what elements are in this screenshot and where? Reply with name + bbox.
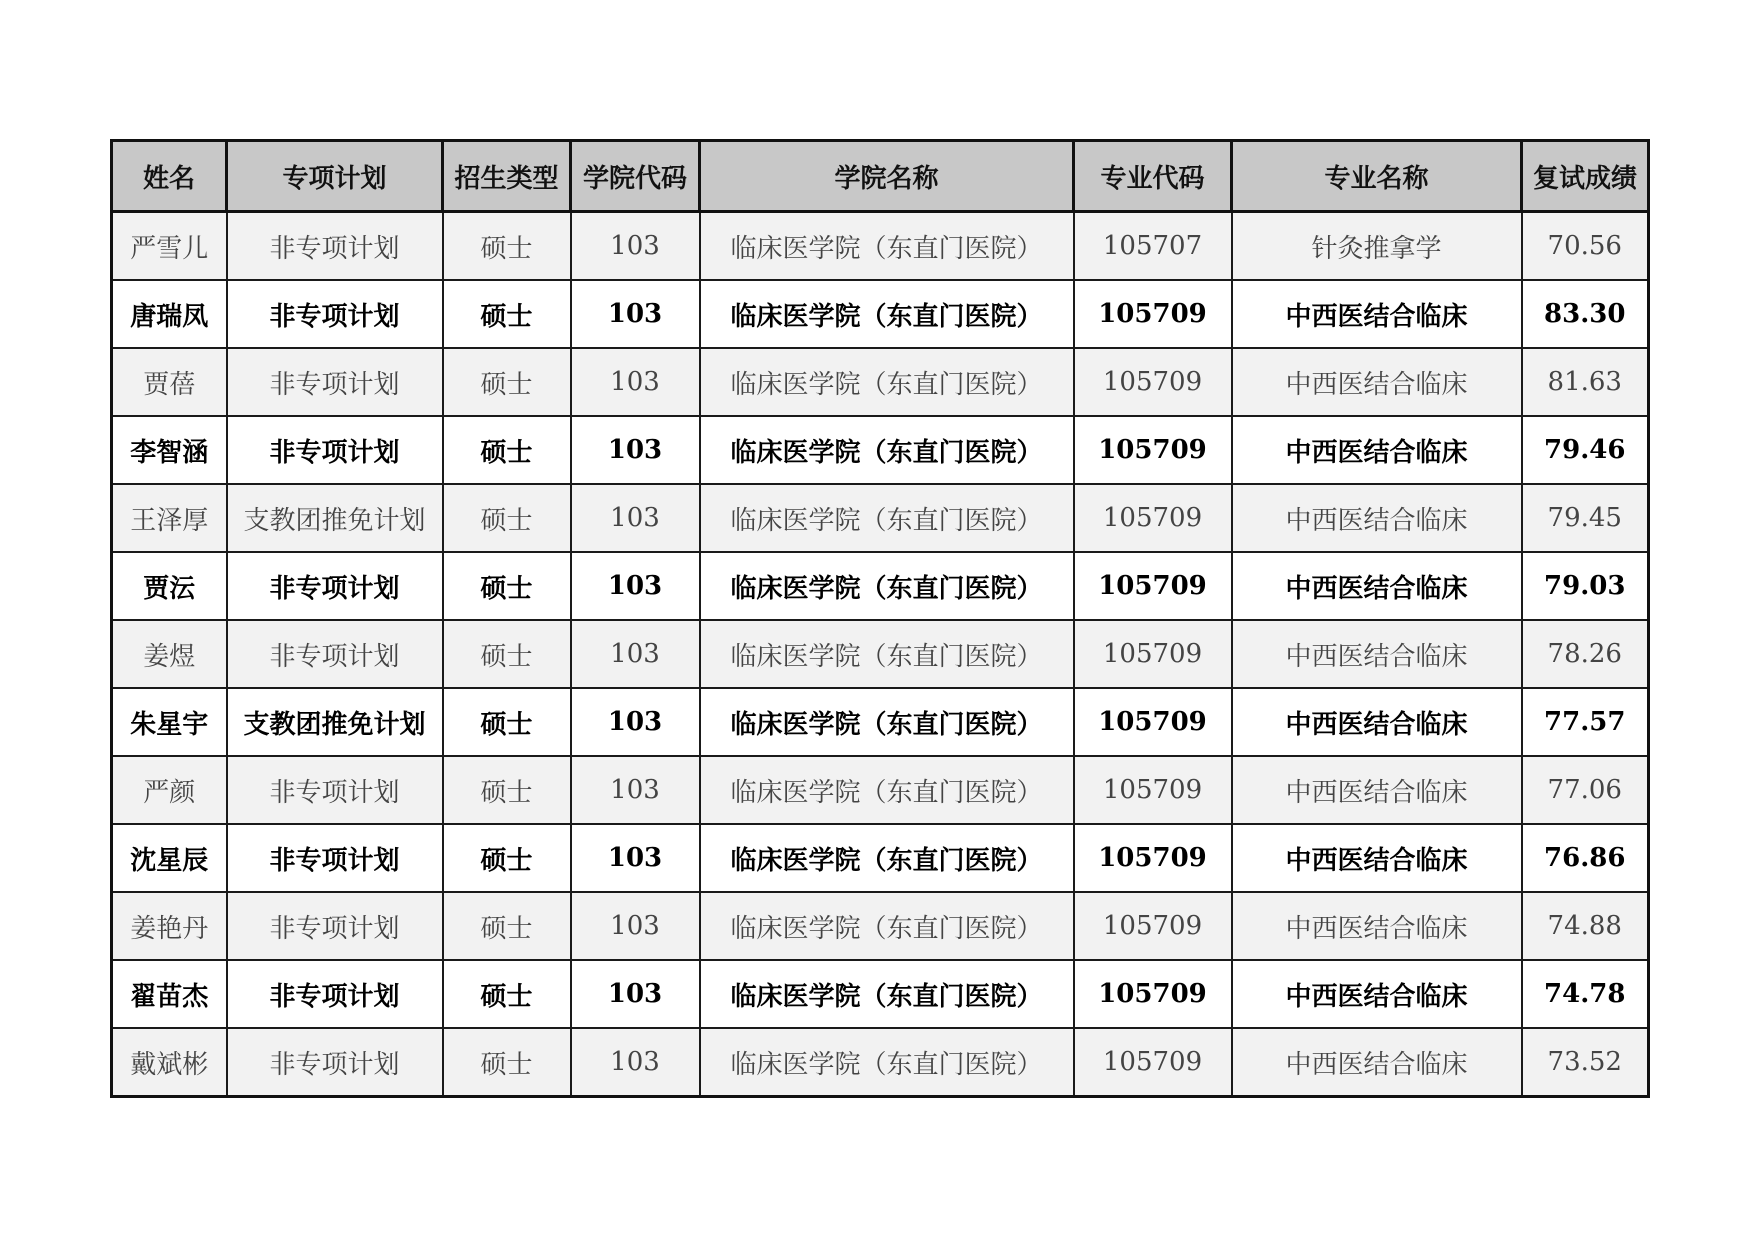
cell-retest-score: 78.26 <box>1522 620 1649 688</box>
cell-major-code: 105709 <box>1074 484 1232 552</box>
table-row <box>112 960 1649 1028</box>
cell-major-code: 105709 <box>1074 756 1232 824</box>
table-row <box>112 552 1649 620</box>
cell-major-code: 105709 <box>1074 348 1232 416</box>
cell-name: 严雪儿 <box>112 212 227 281</box>
cell-name: 贾沄 <box>112 552 227 620</box>
table-row <box>112 824 1649 892</box>
cell-enrollment-type: 硕士 <box>443 484 571 552</box>
cell-college-code: 103 <box>571 212 700 281</box>
cell-retest-score: 77.57 <box>1522 688 1649 756</box>
cell-major-name: 中西医结合临床 <box>1232 280 1522 348</box>
cell-special-plan: 支教团推免计划 <box>227 484 443 552</box>
cell-major-name: 中西医结合临床 <box>1232 1028 1522 1097</box>
admission-results-table <box>110 139 1650 1098</box>
cell-college-name: 临床医学院（东直门医院） <box>700 892 1074 960</box>
table-row <box>112 484 1649 552</box>
cell-enrollment-type: 硕士 <box>443 824 571 892</box>
table-row <box>112 756 1649 824</box>
cell-special-plan: 非专项计划 <box>227 756 443 824</box>
table-row <box>112 620 1649 688</box>
cell-major-name: 中西医结合临床 <box>1232 484 1522 552</box>
cell-college-code: 103 <box>571 688 700 756</box>
cell-retest-score: 73.52 <box>1522 1028 1649 1097</box>
cell-major-code: 105709 <box>1074 960 1232 1028</box>
table-row <box>112 416 1649 484</box>
cell-college-code: 103 <box>571 280 700 348</box>
header-name: 姓名 <box>112 141 227 212</box>
cell-college-name: 临床医学院（东直门医院） <box>700 824 1074 892</box>
cell-major-name: 中西医结合临床 <box>1232 756 1522 824</box>
cell-college-name: 临床医学院（东直门医院） <box>700 212 1074 281</box>
cell-major-code: 105709 <box>1074 688 1232 756</box>
cell-major-name: 中西医结合临床 <box>1232 552 1522 620</box>
cell-enrollment-type: 硕士 <box>443 552 571 620</box>
cell-retest-score: 74.78 <box>1522 960 1649 1028</box>
cell-special-plan: 支教团推免计划 <box>227 688 443 756</box>
cell-enrollment-type: 硕士 <box>443 892 571 960</box>
cell-enrollment-type: 硕士 <box>443 960 571 1028</box>
results-sheet <box>110 139 1650 1098</box>
cell-retest-score: 70.56 <box>1522 212 1649 281</box>
table-row <box>112 892 1649 960</box>
header-college-name: 学院名称 <box>700 141 1074 212</box>
cell-name: 李智涵 <box>112 416 227 484</box>
cell-college-name: 临床医学院（东直门医院） <box>700 756 1074 824</box>
cell-major-code: 105709 <box>1074 620 1232 688</box>
table-row <box>112 212 1649 281</box>
cell-enrollment-type: 硕士 <box>443 212 571 281</box>
cell-special-plan: 非专项计划 <box>227 1028 443 1097</box>
cell-retest-score: 83.30 <box>1522 280 1649 348</box>
cell-retest-score: 79.03 <box>1522 552 1649 620</box>
cell-major-name: 中西医结合临床 <box>1232 892 1522 960</box>
cell-college-code: 103 <box>571 552 700 620</box>
cell-retest-score: 76.86 <box>1522 824 1649 892</box>
cell-major-name: 中西医结合临床 <box>1232 416 1522 484</box>
cell-name: 姜艳丹 <box>112 892 227 960</box>
cell-special-plan: 非专项计划 <box>227 212 443 281</box>
cell-major-name: 中西医结合临床 <box>1232 620 1522 688</box>
cell-major-code: 105709 <box>1074 1028 1232 1097</box>
cell-major-code: 105709 <box>1074 824 1232 892</box>
cell-college-name: 临床医学院（东直门医院） <box>700 688 1074 756</box>
cell-college-name: 临床医学院（东直门医院） <box>700 348 1074 416</box>
cell-name: 王泽厚 <box>112 484 227 552</box>
cell-college-name: 临床医学院（东直门医院） <box>700 484 1074 552</box>
header-major-name: 专业名称 <box>1232 141 1522 212</box>
cell-college-name: 临床医学院（东直门医院） <box>700 620 1074 688</box>
cell-special-plan: 非专项计划 <box>227 892 443 960</box>
cell-major-name: 中西医结合临床 <box>1232 348 1522 416</box>
cell-college-code: 103 <box>571 484 700 552</box>
cell-name: 朱星宇 <box>112 688 227 756</box>
cell-special-plan: 非专项计划 <box>227 824 443 892</box>
cell-major-name: 中西医结合临床 <box>1232 960 1522 1028</box>
cell-major-name: 中西医结合临床 <box>1232 824 1522 892</box>
cell-name: 唐瑞凤 <box>112 280 227 348</box>
table-row <box>112 348 1649 416</box>
header-retest-score: 复试成绩 <box>1522 141 1649 212</box>
cell-name: 贾蓓 <box>112 348 227 416</box>
cell-name: 翟苗杰 <box>112 960 227 1028</box>
cell-college-name: 临床医学院（东直门医院） <box>700 552 1074 620</box>
cell-special-plan: 非专项计划 <box>227 348 443 416</box>
cell-college-code: 103 <box>571 756 700 824</box>
cell-name: 姜煜 <box>112 620 227 688</box>
cell-retest-score: 74.88 <box>1522 892 1649 960</box>
cell-college-name: 临床医学院（东直门医院） <box>700 416 1074 484</box>
cell-college-name: 临床医学院（东直门医院） <box>700 280 1074 348</box>
header-college-code: 学院代码 <box>571 141 700 212</box>
cell-enrollment-type: 硕士 <box>443 280 571 348</box>
table-row <box>112 688 1649 756</box>
cell-name: 严颜 <box>112 756 227 824</box>
cell-enrollment-type: 硕士 <box>443 1028 571 1097</box>
cell-enrollment-type: 硕士 <box>443 348 571 416</box>
cell-college-code: 103 <box>571 620 700 688</box>
cell-name: 戴斌彬 <box>112 1028 227 1097</box>
cell-major-code: 105709 <box>1074 892 1232 960</box>
cell-enrollment-type: 硕士 <box>443 416 571 484</box>
cell-college-code: 103 <box>571 348 700 416</box>
cell-special-plan: 非专项计划 <box>227 620 443 688</box>
cell-retest-score: 79.46 <box>1522 416 1649 484</box>
table-row <box>112 280 1649 348</box>
cell-college-code: 103 <box>571 960 700 1028</box>
header-special-plan: 专项计划 <box>227 141 443 212</box>
cell-college-name: 临床医学院（东直门医院） <box>700 1028 1074 1097</box>
table-row <box>112 1028 1649 1097</box>
cell-special-plan: 非专项计划 <box>227 552 443 620</box>
cell-retest-score: 79.45 <box>1522 484 1649 552</box>
cell-major-name: 中西医结合临床 <box>1232 688 1522 756</box>
header-major-code: 专业代码 <box>1074 141 1232 212</box>
cell-name: 沈星辰 <box>112 824 227 892</box>
cell-special-plan: 非专项计划 <box>227 280 443 348</box>
cell-special-plan: 非专项计划 <box>227 416 443 484</box>
cell-major-code: 105709 <box>1074 280 1232 348</box>
cell-college-code: 103 <box>571 824 700 892</box>
cell-college-name: 临床医学院（东直门医院） <box>700 960 1074 1028</box>
header-enrollment-type: 招生类型 <box>443 141 571 212</box>
header-row <box>112 141 1649 212</box>
cell-special-plan: 非专项计划 <box>227 960 443 1028</box>
cell-retest-score: 81.63 <box>1522 348 1649 416</box>
cell-college-code: 103 <box>571 1028 700 1097</box>
cell-retest-score: 77.06 <box>1522 756 1649 824</box>
cell-major-name: 针灸推拿学 <box>1232 212 1522 281</box>
cell-enrollment-type: 硕士 <box>443 688 571 756</box>
cell-major-code: 105709 <box>1074 416 1232 484</box>
cell-enrollment-type: 硕士 <box>443 756 571 824</box>
table-body <box>112 212 1649 1097</box>
cell-enrollment-type: 硕士 <box>443 620 571 688</box>
cell-college-code: 103 <box>571 892 700 960</box>
cell-college-code: 103 <box>571 416 700 484</box>
cell-major-code: 105707 <box>1074 212 1232 281</box>
cell-major-code: 105709 <box>1074 552 1232 620</box>
